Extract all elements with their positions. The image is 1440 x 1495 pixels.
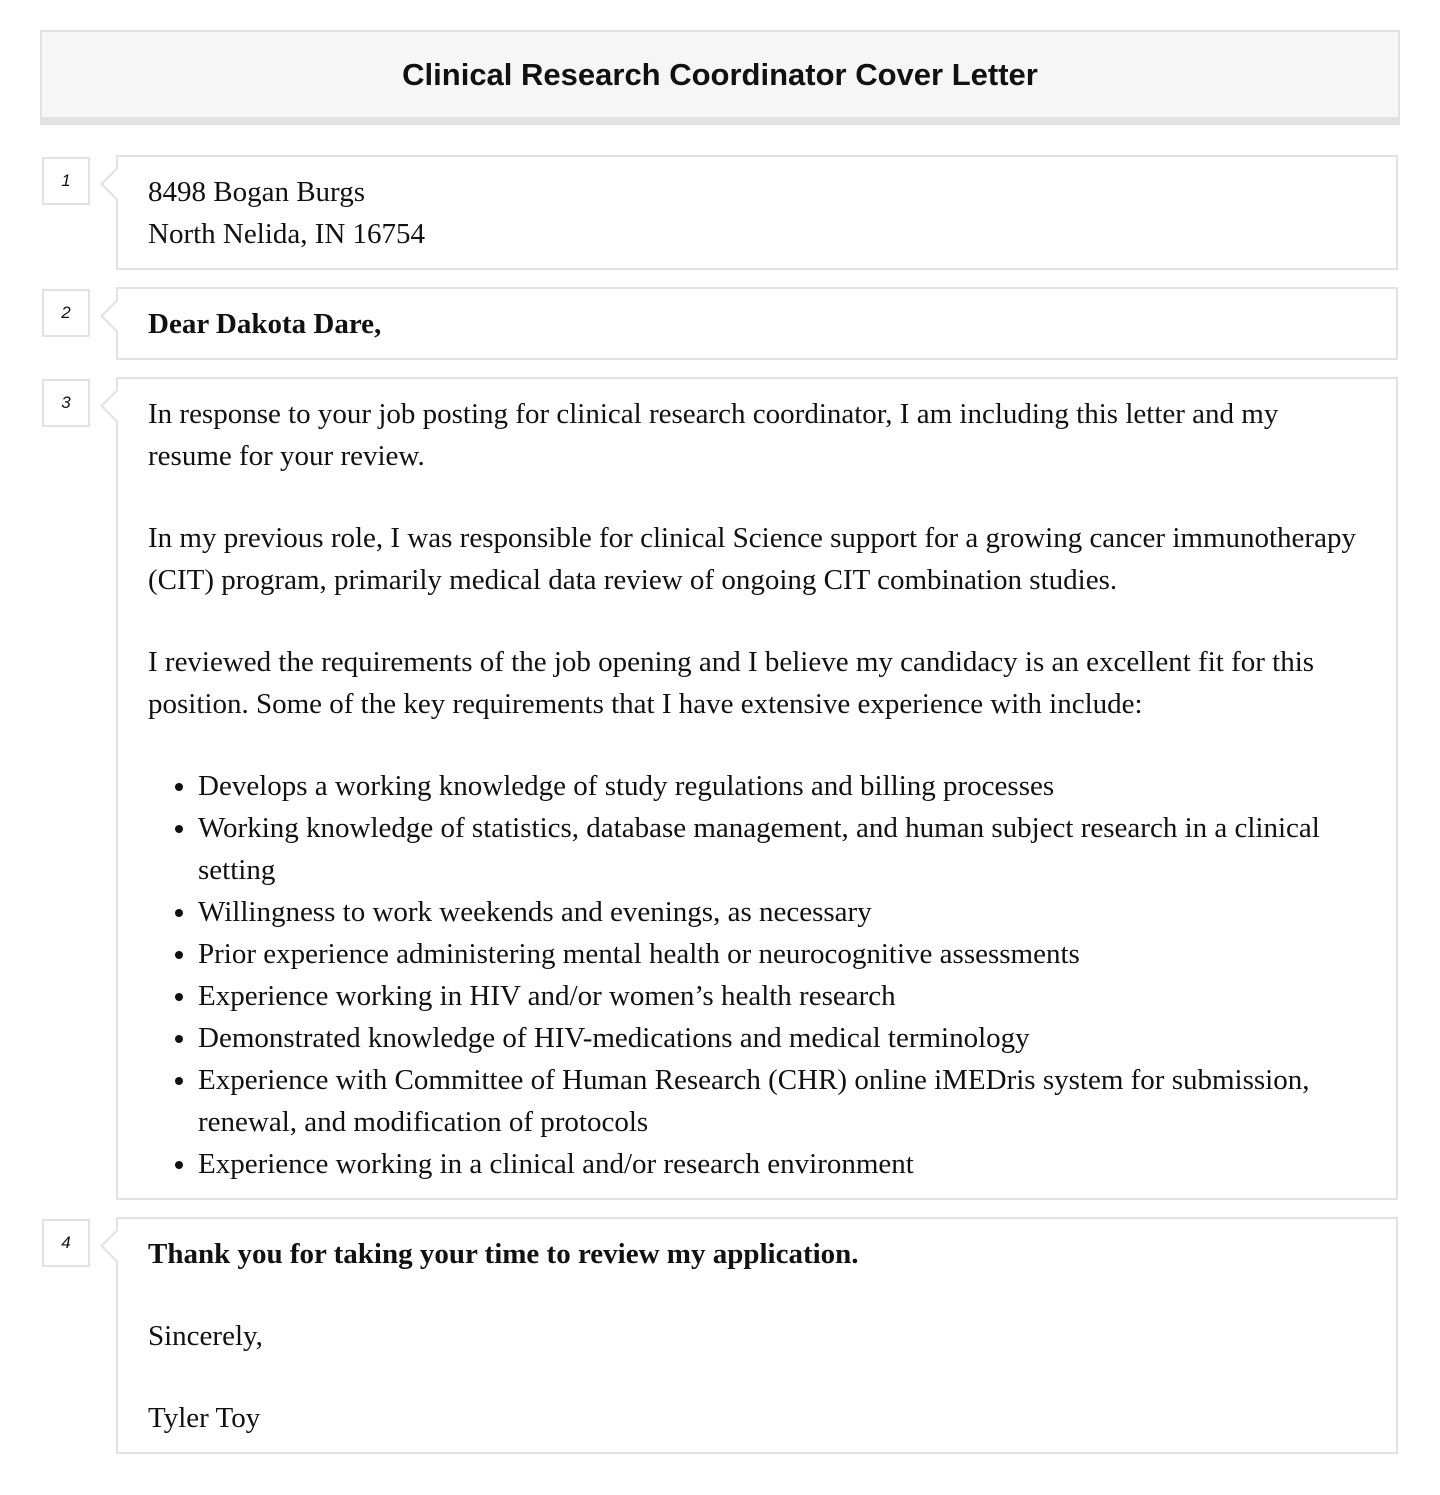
list-item: • Experience working in HIV and/or women’s health research (198, 975, 1366, 1017)
body-paragraph-1: In response to your job posting for clinical research coordinator, I am including this letter and my resume for your review. (148, 398, 1279, 472)
requirements-list (148, 765, 1366, 1185)
salutation-block (116, 287, 1398, 360)
signature: Tyler Toy (148, 1402, 261, 1434)
section-number: 3 (42, 379, 90, 427)
salutation: Dear Dakota Dare, (148, 308, 382, 340)
closing-block (116, 1217, 1398, 1454)
section-number: 4 (42, 1219, 90, 1267)
body-paragraph-2: In my previous role, I was responsible for clinical Science support for a growing cancer immunotherapy (CIT) program, primarily medical data review of ongoing CIT combination studies. (148, 522, 1356, 596)
list-item: • Develops a working knowledge of study regulations and billing processes (198, 765, 1366, 807)
body-paragraph-3: I reviewed the requirements of the job opening and I believe my candidacy is an excellent fit for this position. Some of the key requirements that I have extensive experience with include: (148, 646, 1315, 720)
section-number: 1 (42, 157, 90, 205)
list-item: • Experience working in a clinical and/or research environment (198, 1143, 1366, 1185)
page-title: Clinical Research Coordinator Cover Letter (402, 56, 1038, 92)
address-line-2: North Nelida, IN 16754 (148, 218, 426, 250)
list-item: • Prior experience administering mental health or neurocognitive assessments (198, 933, 1366, 975)
list-item: • Demonstrated knowledge of HIV-medications and medical terminology (198, 1017, 1366, 1059)
closing-line: Sincerely, (148, 1320, 263, 1352)
list-item: • Willingness to work weekends and evenings, as necessary (198, 891, 1366, 933)
address-block (116, 155, 1398, 270)
title-bar (40, 30, 1400, 125)
body-block (116, 377, 1398, 1200)
list-item: • Experience with Committee of Human Research (CHR) online iMEDris system for submission, renewal, and modification of protocols (198, 1059, 1366, 1143)
section-number: 2 (42, 289, 90, 337)
address-line-1: 8498 Bogan Burgs (148, 176, 365, 208)
thank-you-line: Thank you for taking your time to review my application. (148, 1238, 859, 1270)
list-item: • Working knowledge of statistics, database management, and human subject research in a clinical setting (198, 807, 1366, 891)
